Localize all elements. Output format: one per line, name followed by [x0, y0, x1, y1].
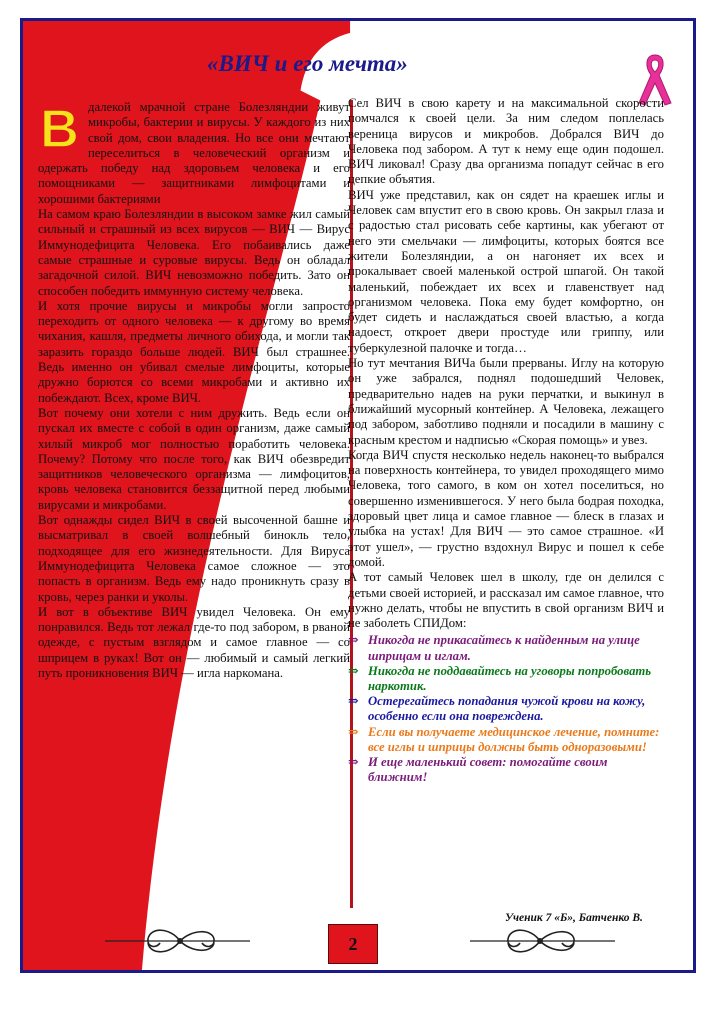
paragraph: ВИЧ уже представил, как он сядет на краешек иглы и Человек сам впустит его в свою кровь. Он закрыл глаза и с радостью стал рисовать себе картины, как убегают от него эти смельчаки — лимфоциты, которых боятся все жители Болезляндии, а он нагоняет их всех и прокалывает своей маленькой острой шпагой. Он такой маленький, побеждает их всех и главенствует над организмом человека. Пока ему будет комфортно, он будет сидеть и наслаждаться своей властью, а когда надоест, откроет двери простуде или гриппу, или туберкулезной палочке и тогда… [348, 187, 664, 355]
arrow-icon: ⇒ [348, 755, 359, 770]
ornament-left-icon [100, 923, 260, 959]
paragraph: На самом краю Болезляндии в высоком замке жил самый сильный и страшный из всех вирусов — ВИЧ — Вирус Иммунодефицита Человека. Его побаивались даже самые страшные и суровые вирусы. Ведь он обладал загадочной силой. ВИЧ невозможно победить. Зато он способен победить иммунную систему человека. [38, 207, 350, 298]
ornament-right-icon [460, 923, 620, 959]
paragraph [38, 100, 350, 207]
arrow-icon: ⇒ [348, 663, 359, 678]
drop-cap [38, 100, 84, 152]
drop-cap-letter: В [40, 100, 79, 152]
paragraph: Но тут мечтания ВИЧа были прерваны. Иглу на которую он уже забрался, поднял подошедший Человек, предварительно надев на руки перчатки, и выкинул в ближайший мусорный контейнер. А Человека, лежащего под забором, заботливо подняли и посадили в машину с красным крестом и надписью «Скорая помощь» и увез. [348, 356, 664, 447]
paragraph: А тот самый Человек шел в школу, где он делился с детьми своей историей, и рассказал им самое главное, что нужно делать, чтобы не впустить в свой организм ВИЧ и не заболеть СПИДом: [348, 570, 664, 631]
paragraph: Вот однажды сидел ВИЧ в своей высоченной башне и высматривал в своей волшебный бинокль тело, подходящее для его жизнедеятельности. Для Вируса Иммунодефицита Человека самое сложное — это попасть в организм. Ведь ему надо проникнуть сразу в кровь, через ранки и уколы. [38, 513, 350, 604]
page-number: 2 [328, 924, 378, 964]
advice-list [348, 633, 664, 785]
title-prefix: Сказка-лекция [53, 51, 207, 76]
advice-item: ⇒ Если вы получаете медицинское лечение, помните: все иглы и шприцы должны быть одноразовыми! [348, 724, 660, 754]
arrow-icon: ⇒ [348, 724, 359, 739]
title-main: «ВИЧ и его мечта» [207, 51, 408, 76]
paragraph: И хотя прочие вирусы и микробы могли запросто переходить от одного человека — к другому во время чихания, кашля, предметы личного обихода, и могли так заразить гораздо больше людей. ВИЧ был страшнее. Ведь именно он убивал смелые лимфоциты, которые дружно борются со всеми микробами и активно их побеждают. Всех, кроме ВИЧ. [38, 298, 350, 405]
arrow-icon: ⇒ [348, 633, 359, 648]
left-column [38, 100, 350, 681]
author-signature: Ученик 7 «Б», Батченко В. [505, 912, 643, 924]
advice-item: ⇒ Никогда не поддавайтесь на уговоры попробовать наркотик. [348, 663, 652, 693]
paragraph: Когда ВИЧ спустя несколько недель наконец-то выбрался на поверхность контейнера, то увидел проходящего мимо Человека, того самого, в ком он хотел поселиться, но совершенно изменившегося. У него была бодрая походка, здоровый цвет лица и самое главное — блеск в глазах и улыбка на устах! Для ВИЧ — это самое страшное. «И этот ушел», — грустно вздохнул Вирус и пошел к себе домой. [348, 447, 664, 569]
paragraph-text: далекой мрачной стране Болезляндии живут микробы, бактерии и вирусы. У каждого из них свой дом, свои владения. Но все они мечтают переселиться в человеческий организм и одержать победу над здоровьем человека и его помощниками — защитниками лимфоцитами и хорошими бактериями [38, 100, 350, 206]
arrow-icon: ⇒ [348, 694, 359, 709]
paragraph: Вот почему они хотели с ним дружить. Ведь если он пускал их вместе с собой в один организм, даже самый хилый микроб мог полностью поработить человека. Почему? Потому что после того, как ВИЧ обезвредит защитников человеческого организма — лимфоцитов, кровь человека становится беззащитной перед любыми вирусами и микробами. [38, 405, 350, 512]
paragraph: И вот в объективе ВИЧ увидел Человека. Он ему понравился. Ведь тот лежал где-то под забором, в рваной одежде, с пустым взглядом и самое главное — со шприцем в руках! Вот он — любимый и самый легкий путь проникновения ВИЧ — игла наркомана. [38, 604, 350, 680]
advice-item: ⇒ Никогда не прикасайтесь к найденным на улице шприцам и иглам. [348, 633, 640, 663]
paragraph: Сел ВИЧ в свою карету и на максимальной скорости помчался к своей цели. За ним следом поплелась вереница вирусов и микробов. Добрался ВИЧ до Человека под забором. А тут к нему еще один подошел. ВИЧ ликовал! Сразу два организма попадут сейчас в его цепкие объятия. [348, 96, 664, 187]
advice-item: ⇒ И еще маленький совет: помогайте своим ближним! [348, 755, 608, 785]
article-title [53, 51, 408, 77]
right-column [348, 96, 664, 785]
advice-item: ⇒ Остерегайтесь попадания чужой крови на кожу, особенно если она повреждена. [348, 694, 646, 724]
